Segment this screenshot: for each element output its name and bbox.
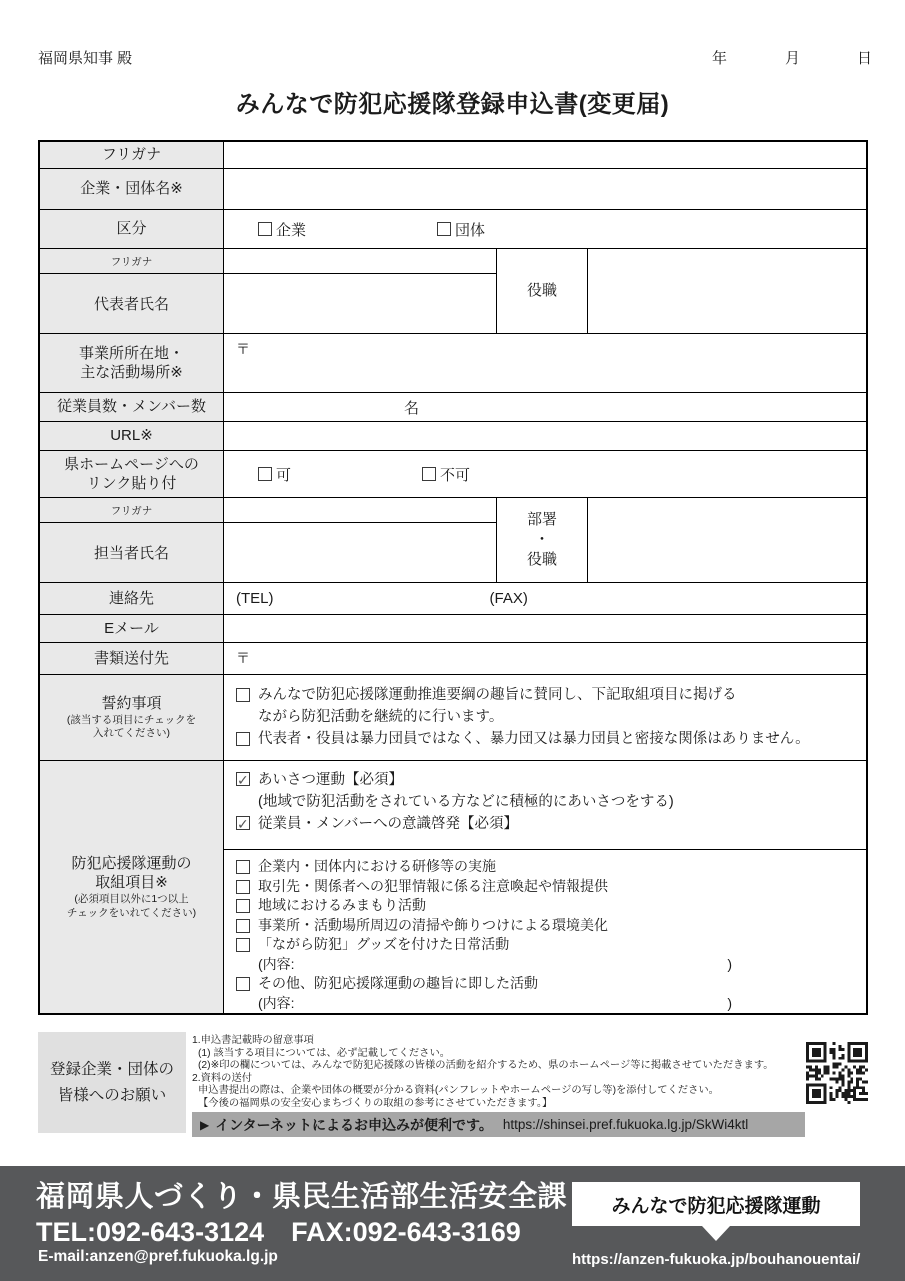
department-position-input-cell	[588, 498, 866, 582]
activities-optional-cell	[224, 850, 866, 1013]
row-email	[40, 614, 866, 642]
members-unit-label: 名	[404, 399, 420, 417]
link-permission-label: 県ホームページへの リンク貼り付	[40, 451, 224, 497]
position-label: 役職	[497, 249, 588, 333]
url-input-cell	[224, 422, 866, 450]
company-furigana-input-cell	[224, 142, 866, 168]
company-name-label: 企業・団体名※	[40, 169, 224, 209]
contact-person-label-stack	[40, 498, 224, 582]
contact-person-input-stack	[224, 498, 497, 582]
footer-url: https://anzen-fukuoka.jp/bouhanouentai/	[572, 1251, 861, 1268]
postal-mark: 〒	[236, 341, 250, 357]
note-1b: (2)※印の欄については、みんなで防犯応援隊の皆様の活動を紹介するため、県のホームページ等に掲載させていただきます。	[198, 1060, 774, 1072]
row-representative	[40, 248, 866, 333]
checkbox-optional-6-icon[interactable]	[236, 977, 250, 991]
internet-application-url: https://shinsei.pref.fukuoka.lg.jp/SkWi4ktl	[502, 1117, 749, 1132]
category-label: 区分	[40, 210, 224, 248]
optional-activity-5: 「ながら防犯」グッズを付けた日常活動	[236, 935, 854, 955]
documents-address-input-cell	[224, 643, 866, 674]
row-documents-address	[40, 642, 866, 674]
checkbox-pledge-2-icon[interactable]	[236, 732, 250, 746]
note-heading-2: 2.資料の送付	[192, 1072, 253, 1084]
footer-tel-fax: TEL:092-643-3124 FAX:092-643-3169	[36, 1217, 521, 1247]
required-activity-1: ✓ あいさつ運動【必須】	[237, 772, 403, 788]
qr-code	[806, 1042, 868, 1104]
pledge-item-2: 代表者・役員は暴力団員ではなく、暴力団又は暴力団員と密接な関係はありません。	[236, 728, 854, 750]
pledge-label: 誓約事項 (該当する項目にチェックを 入れてください)	[40, 675, 224, 760]
note-2a: 申込書提出の際は、企業や団体の概要が分かる資料(パンフレットやホームページの写し等)を添付してください。	[198, 1085, 719, 1097]
row-pledge	[40, 674, 866, 760]
optional-activity-4: 事業所・活動場所周辺の清掃や飾りつけによる環境美化	[236, 916, 854, 936]
required-activity-2: ✓ 従業員・メンバーへの意識啓発【必須】	[237, 816, 518, 832]
representative-furigana-label: フリガナ	[40, 249, 223, 274]
contact-number-label: 連絡先	[40, 583, 224, 614]
row-category	[40, 209, 866, 248]
optional-activity-1: 企業内・団体内における研修等の実施	[236, 857, 854, 877]
checkbox-link-ng-icon[interactable]	[422, 467, 436, 481]
checkbox-optional-2-icon[interactable]	[236, 880, 250, 894]
position-input-cell	[588, 249, 866, 333]
documents-address-label: 書類送付先	[40, 643, 224, 674]
row-link-permission	[40, 450, 866, 497]
checkbox-pledge-1-icon[interactable]	[236, 688, 250, 702]
category-company-label: 企業	[276, 221, 307, 239]
link-ok-label: 可	[276, 466, 292, 484]
row-office-location	[40, 333, 866, 392]
date-day-label: 日	[857, 50, 873, 67]
required-activity-1-note: (地域で防犯活動をされている方などに積極的にあいさつをする)	[258, 794, 674, 810]
optional-activity-5-content-field: (内容: )	[258, 955, 732, 972]
contact-person-name-input-cell	[224, 523, 496, 582]
contact-person-furigana-label: フリガナ	[40, 498, 223, 523]
row-url	[40, 421, 866, 450]
checkbox-optional-5-icon[interactable]	[236, 938, 250, 952]
members-count-label: 従業員数・メンバー数	[40, 393, 224, 421]
row-company-furigana	[40, 142, 866, 168]
contact-person-furigana-input-cell	[224, 498, 496, 523]
representative-input-stack	[224, 249, 497, 333]
optional-activity-3: 地域におけるみまもり活動	[236, 896, 854, 916]
activities-required-cell	[224, 761, 866, 850]
row-contact-person	[40, 497, 866, 582]
link-option-ok	[258, 464, 291, 485]
category-option-group	[437, 219, 485, 240]
company-name-input-cell	[224, 169, 866, 209]
email-label: Eメール	[40, 615, 224, 642]
notes-block	[192, 1035, 798, 1111]
checkbox-checked-greeting-icon[interactable]: ✓	[237, 772, 249, 788]
url-label: URL※	[40, 422, 224, 450]
form-table	[38, 140, 868, 1015]
link-permission-options-cell	[224, 451, 866, 497]
checkbox-company-icon[interactable]	[258, 222, 272, 236]
link-option-ng	[422, 464, 470, 485]
pledge-item-1: みんなで防犯応援隊運動推進要綱の趣旨に賛同し、下記取組項目に掲げる	[236, 684, 854, 706]
checkbox-optional-4-icon[interactable]	[236, 919, 250, 933]
request-box: 登録企業・団体の 皆様へのお願い	[38, 1032, 186, 1133]
note-2b: 【今後の福岡県の安全安心まちづくりの取組の参考にさせていただきます。】	[198, 1097, 553, 1109]
campaign-pointer-icon	[702, 1226, 730, 1241]
footer-bar	[0, 1166, 905, 1281]
checkbox-checked-awareness-icon[interactable]: ✓	[237, 816, 249, 832]
activities-label: 防犯応援隊運動の 取組項目※ (必須項目以外に1つ以上 チェックをいれてください)	[40, 761, 224, 1013]
optional-activity-6-content-field: (内容: )	[258, 994, 732, 1011]
checkbox-optional-3-icon[interactable]	[236, 899, 250, 913]
members-count-input-cell	[224, 393, 866, 421]
row-activities	[40, 760, 866, 1013]
department-position-label: 部署 ・ 役職	[497, 498, 588, 582]
checkbox-link-ok-icon[interactable]	[258, 467, 272, 481]
representative-label-stack	[40, 249, 224, 333]
row-company-name	[40, 168, 866, 209]
category-options-cell	[224, 210, 866, 248]
date-year-label: 年	[712, 50, 728, 67]
internet-application-text: インターネットによるお申込みが便利です。	[215, 1116, 493, 1133]
pledge-items-cell	[224, 675, 866, 760]
office-location-input-cell	[224, 334, 866, 392]
arrow-right-icon: ▶	[200, 1117, 210, 1132]
email-input-cell	[224, 615, 866, 642]
row-contact-number	[40, 582, 866, 614]
footer-email: E-mail:anzen@pref.fukuoka.lg.jp	[38, 1248, 278, 1265]
category-option-company	[258, 219, 306, 240]
internet-application-bar	[192, 1112, 805, 1137]
note-heading-1: 1.申込書記載時の留意事項	[192, 1035, 314, 1046]
tel-label: (TEL)	[236, 590, 274, 607]
company-furigana-label: フリガナ	[40, 142, 224, 168]
addressee-text: 福岡県知事 殿	[38, 50, 133, 67]
optional-activity-6: その他、防犯応援隊運動の趣旨に即した活動	[236, 974, 854, 994]
postal-mark: 〒	[236, 650, 250, 666]
office-location-label: 事業所所在地・ 主な活動場所※	[40, 334, 224, 392]
representative-furigana-input-cell	[224, 249, 496, 274]
pledge-item-1-continued: ながら防犯活動を継続的に行います。	[258, 709, 504, 725]
page-title: みんなで防犯応援隊登録申込書(変更届)	[235, 91, 670, 118]
representative-name-label: 代表者氏名	[40, 274, 223, 333]
footer-department: 福岡県人づくり・県民生活部生活安全課	[36, 1181, 568, 1213]
activities-cells	[224, 761, 866, 1013]
checkbox-optional-1-icon[interactable]	[236, 860, 250, 874]
category-group-label: 団体	[455, 221, 486, 239]
contact-person-name-label: 担当者氏名	[40, 523, 223, 582]
representative-name-input-cell	[224, 274, 496, 333]
optional-activity-2: 取引先・関係者への犯罪情報に係る注意喚起や情報提供	[236, 877, 854, 897]
campaign-badge: みんなで防犯応援隊運動	[572, 1182, 860, 1226]
checkbox-group-icon[interactable]	[437, 222, 451, 236]
link-ng-label: 不可	[440, 466, 471, 484]
date-month-label: 月	[785, 50, 801, 67]
contact-number-input-cell	[224, 583, 866, 614]
note-1a: (1) 該当する項目については、必ず記載してください。	[198, 1047, 451, 1059]
row-members-count	[40, 392, 866, 421]
fax-label: (FAX)	[489, 590, 528, 607]
